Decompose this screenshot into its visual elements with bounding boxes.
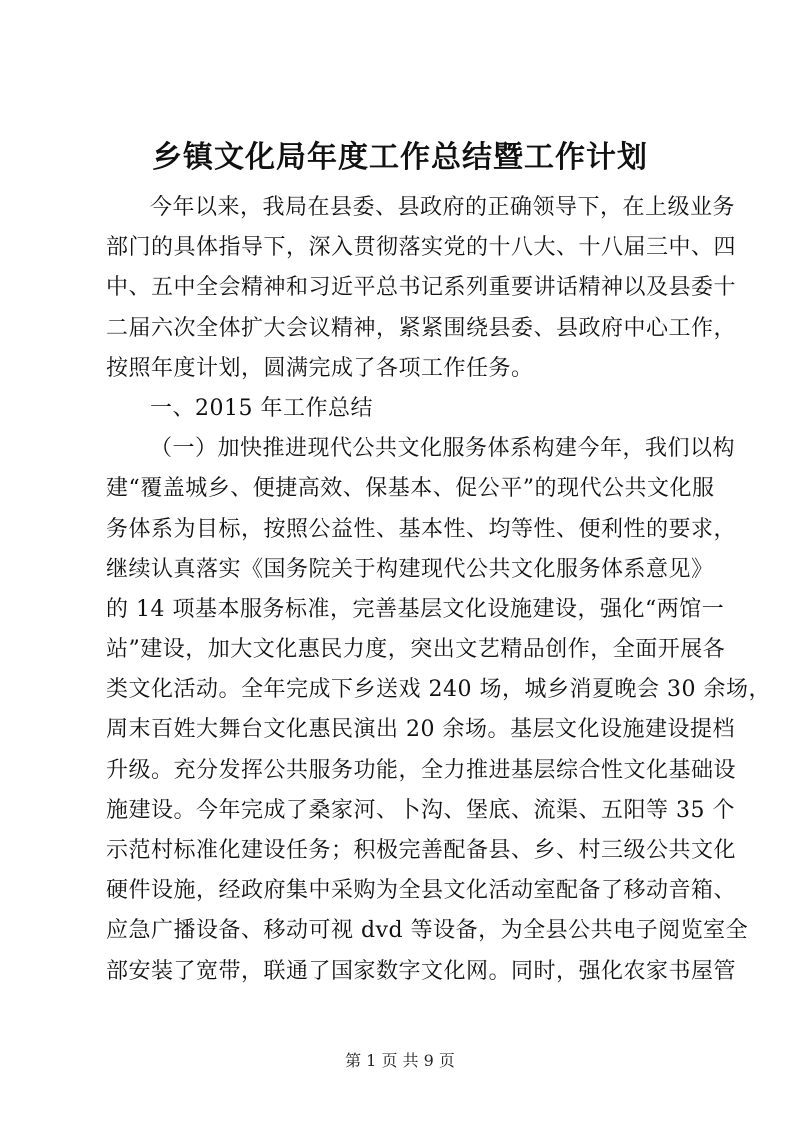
- paragraph-line: 部门的具体指导下，深入贯彻落实党的十八大、十八届三中、四: [106, 235, 737, 261]
- paragraph-line: 应急广播设备、移动可视 dvd 等设备，为全县公共电子阅览室全: [106, 918, 749, 944]
- paragraph-line: 示范村标准化建设任务；积极完善配备县、乡、村三级公共文化: [106, 838, 737, 863]
- paragraph-line: 周末百姓大舞台文化惠民演出 20 余场。基层文化设施建设提档: [106, 717, 735, 743]
- document-title: 乡镇文化局年度工作总结暨工作计划: [152, 140, 648, 175]
- paragraph-line: 务体系为目标，按照公益性、基本性、均等性、便利性的要求，: [106, 516, 737, 542]
- paragraph-line: 的 14 项基本服务标准，完善基层文化设施建设，强化“两馆一: [106, 596, 725, 622]
- paragraph-line: 继续认真落实《国务院关于构建现代公共文化服务体系意见》: [106, 556, 714, 582]
- paragraph-line: 施建设。今年完成了桑家河、卜沟、堡底、流渠、五阳等 35 个: [106, 797, 735, 823]
- page-number-footer: 第 1 页 共 9 页: [345, 1051, 455, 1070]
- paragraph-line: 今年以来，我局在县委、县政府的正确领导下，在上级业务: [150, 195, 736, 220]
- section-heading: 一、2015 年工作总结: [150, 395, 373, 421]
- paragraph-line: 升级。充分发挥公共服务功能，全力推进基层综合性文化基础设: [106, 757, 737, 783]
- paragraph-line: 类文化活动。全年完成下乡送戏 240 场，城乡消夏晚会 30 余场，: [106, 677, 771, 703]
- paragraph-line: （一）加快推进现代公共文化服务体系构建今年，我们以构: [150, 436, 736, 462]
- paragraph-line: 中、五中全会精神和习近平总书记系列重要讲话精神以及县委十: [106, 275, 737, 301]
- paragraph-line: 按照年度计划，圆满完成了各项工作任务。: [106, 355, 534, 381]
- paragraph-line: 站”建设，加大文化惠民力度，突出文艺精品创作，全面开展各: [106, 637, 726, 663]
- paragraph-line: 建“覆盖城乡、便捷高效、保基本、促公平”的现代公共文化服: [106, 476, 715, 502]
- paragraph-line: 硬件设施，经政府集中采购为全县文化活动室配备了移动音箱、: [106, 878, 737, 904]
- paragraph-line: 部安装了宽带，联通了国家数字文化网。同时，强化农家书屋管: [106, 958, 737, 984]
- document-body: [106, 188, 771, 992]
- paragraph-line: 二届六次全体扩大会议精神，紧紧围绕县委、县政府中心工作，: [106, 315, 737, 341]
